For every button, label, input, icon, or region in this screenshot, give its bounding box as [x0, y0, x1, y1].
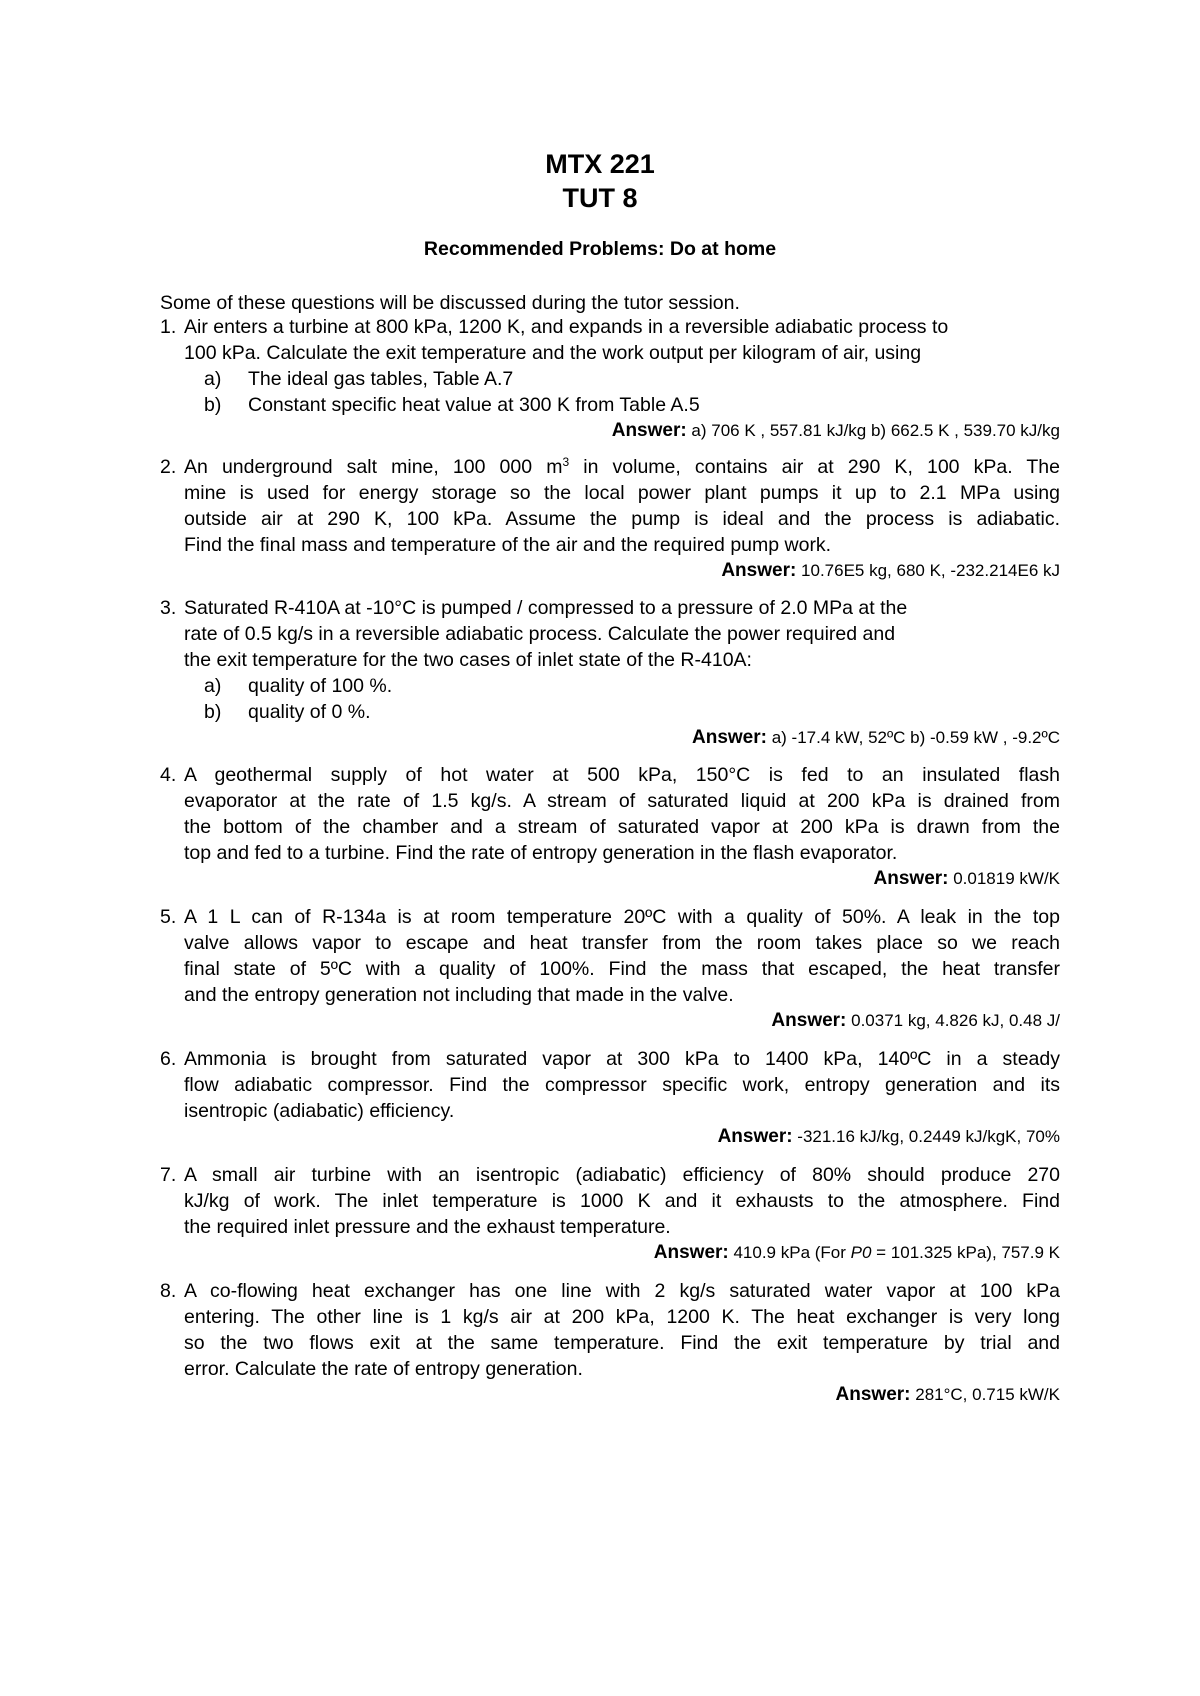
question-text: the required inlet pressure and the exhaust temperature.	[184, 1216, 671, 1238]
answer	[184, 418, 1060, 444]
answer-label: Answer:	[692, 727, 767, 748]
question-text: the bottom of the chamber and a stream of saturated vapor at 200 kPa is drawn from the	[184, 816, 1060, 838]
answer	[184, 1382, 1060, 1408]
question-4	[160, 762, 1060, 892]
question-text: kJ/kg of work. The inlet temperature is 1000 K and it exhausts to the atmosphere. Find	[184, 1190, 1060, 1212]
question-3	[160, 595, 1060, 751]
answer-value: 281°C, 0.715 kW/K	[915, 1385, 1060, 1404]
question-7	[160, 1162, 1060, 1266]
answer	[184, 725, 1060, 751]
question-text: An underground salt mine, 100 000 $m^3$ in volume, contains air at 290 K, 100 kPa. The	[184, 455, 1060, 478]
question-number: 7.	[160, 1164, 177, 1186]
question-text: Ammonia is brought from saturated vapor at 300 kPa to 1400 kPa, 140ºC in a steady	[184, 1048, 1060, 1070]
question-5	[160, 904, 1060, 1034]
subtitle: Recommended Problems: Do at home	[423, 238, 777, 260]
question-text: valve allows vapor to escape and heat transfer from the room takes place so we reach	[184, 932, 1060, 954]
answer-label: Answer:	[611, 420, 687, 441]
question-text: 100 kPa. Calculate the exit temperature and the work output per kilogram of air, using	[184, 342, 922, 364]
answer-value: 410.9 kPa (For P0 = 101.325 kPa), 757.9 K	[733, 1243, 1060, 1262]
question-text: final state of 5ºC with a quality of 100%. Find the mass that escaped, the heat transfer	[184, 958, 1060, 980]
question-text: the exit temperature for the two cases of inlet state of the R-410A:	[184, 649, 752, 671]
question-text: Air enters a turbine at 800 kPa, 1200 K, and expands in a reversible adiabatic process to	[184, 316, 949, 338]
question-number: 3.	[160, 597, 177, 619]
question-text: error. Calculate the rate of entropy generation.	[184, 1358, 583, 1380]
course-code: MTX 221	[545, 149, 655, 179]
question-text: A small air turbine with an isentropic (adiabatic) efficiency of 80% should produce 270	[184, 1164, 1060, 1186]
sub-item-b: b) quality of 0 %.	[204, 701, 371, 723]
tutorial-number: TUT 8	[562, 183, 638, 213]
question-number: 8.	[160, 1280, 177, 1302]
answer-label: Answer:	[835, 1384, 911, 1405]
answer	[184, 1240, 1060, 1266]
question-text: flow adiabatic compressor. Find the compressor specific work, entropy generation and its	[184, 1074, 1060, 1096]
question-number: 1.	[160, 316, 177, 338]
question-text: mine is used for energy storage so the local power plant pumps it up to 2.1 MPa using	[184, 482, 1060, 504]
answer-label: Answer:	[653, 1242, 729, 1263]
sub-item-a: a) quality of 100 %.	[204, 675, 393, 697]
answer	[184, 866, 1060, 892]
answer-value: 0.0371 kg, 4.826 kJ, 0.48 J/	[851, 1011, 1060, 1030]
answer-label: Answer:	[771, 1010, 847, 1031]
answer	[184, 1124, 1060, 1150]
question-text: entering. The other line is 1 kg/s air at 200 kPa, 1200 K. The heat exchanger is very long	[184, 1306, 1060, 1328]
question-text: top and fed to a turbine. Find the rate of entropy generation in the flash evaporator.	[184, 842, 898, 864]
question-text: isentropic (adiabatic) efficiency.	[184, 1100, 455, 1122]
question-text: outside air at 290 K, 100 kPa. Assume the pump is ideal and the process is adiabatic.	[184, 508, 1060, 530]
pressure-symbol: P0	[850, 1243, 872, 1262]
answer-label: Answer:	[873, 868, 949, 889]
question-6	[160, 1046, 1060, 1150]
sub-item-a: a) The ideal gas tables, Table A.7	[204, 368, 514, 390]
question-text: Find the final mass and temperature of the air and the required pump work.	[184, 534, 832, 556]
question-text: A co-flowing heat exchanger has one line with 2 kg/s saturated water vapor at 100 kPa	[184, 1280, 1060, 1302]
answer	[184, 558, 1060, 584]
question-number: 2.	[160, 456, 177, 478]
answer-label: Answer:	[721, 560, 797, 581]
answer-value: a) 706 K , 557.81 kJ/kg b) 662.5 K , 539.70 kJ/kg	[691, 421, 1060, 440]
question-text: so the two flows exit at the same temperature. Find the exit temperature by trial and	[184, 1332, 1060, 1354]
question-text: A 1 L can of R-134a is at room temperature 20ºC with a quality of 50%. A leak in the top	[184, 906, 1060, 928]
answer-label: Answer:	[717, 1126, 793, 1147]
sub-item-b: b) Constant specific heat value at 300 K from Table A.5	[204, 394, 700, 416]
answer-value: 0.01819 kW/K	[953, 869, 1060, 888]
question-number: 6.	[160, 1048, 177, 1070]
question-number: 5.	[160, 906, 177, 928]
answer-value: a) -17.4 kW, 52ºC b) -0.59 kW , -9.2ºC	[771, 728, 1060, 747]
question-8	[160, 1278, 1060, 1408]
question-2	[160, 454, 1060, 584]
question-text: evaporator at the rate of 1.5 kg/s. A stream of saturated liquid at 200 kPa is drained from	[184, 790, 1060, 812]
question-number: 4.	[160, 764, 177, 786]
intro-text: Some of these questions will be discussed during the tutor session.	[160, 292, 740, 314]
question-1	[160, 314, 1060, 444]
question-text: rate of 0.5 kg/s in a reversible adiabatic process. Calculate the power required and	[184, 623, 896, 645]
question-text: and the entropy generation not including that made in the valve.	[184, 984, 734, 1006]
answer	[184, 1008, 1060, 1034]
question-text: A geothermal supply of hot water at 500 kPa, 150°C is fed to an insulated flash	[184, 764, 1060, 786]
answer-value: 10.76E5 kg, 680 K, -232.214E6 kJ	[801, 561, 1060, 580]
answer-value: -321.16 kJ/kg, 0.2449 kJ/kgK, 70%	[797, 1127, 1060, 1146]
question-text: Saturated R-410A at -10°C is pumped / compressed to a pressure of 2.0 MPa at the	[184, 597, 908, 619]
